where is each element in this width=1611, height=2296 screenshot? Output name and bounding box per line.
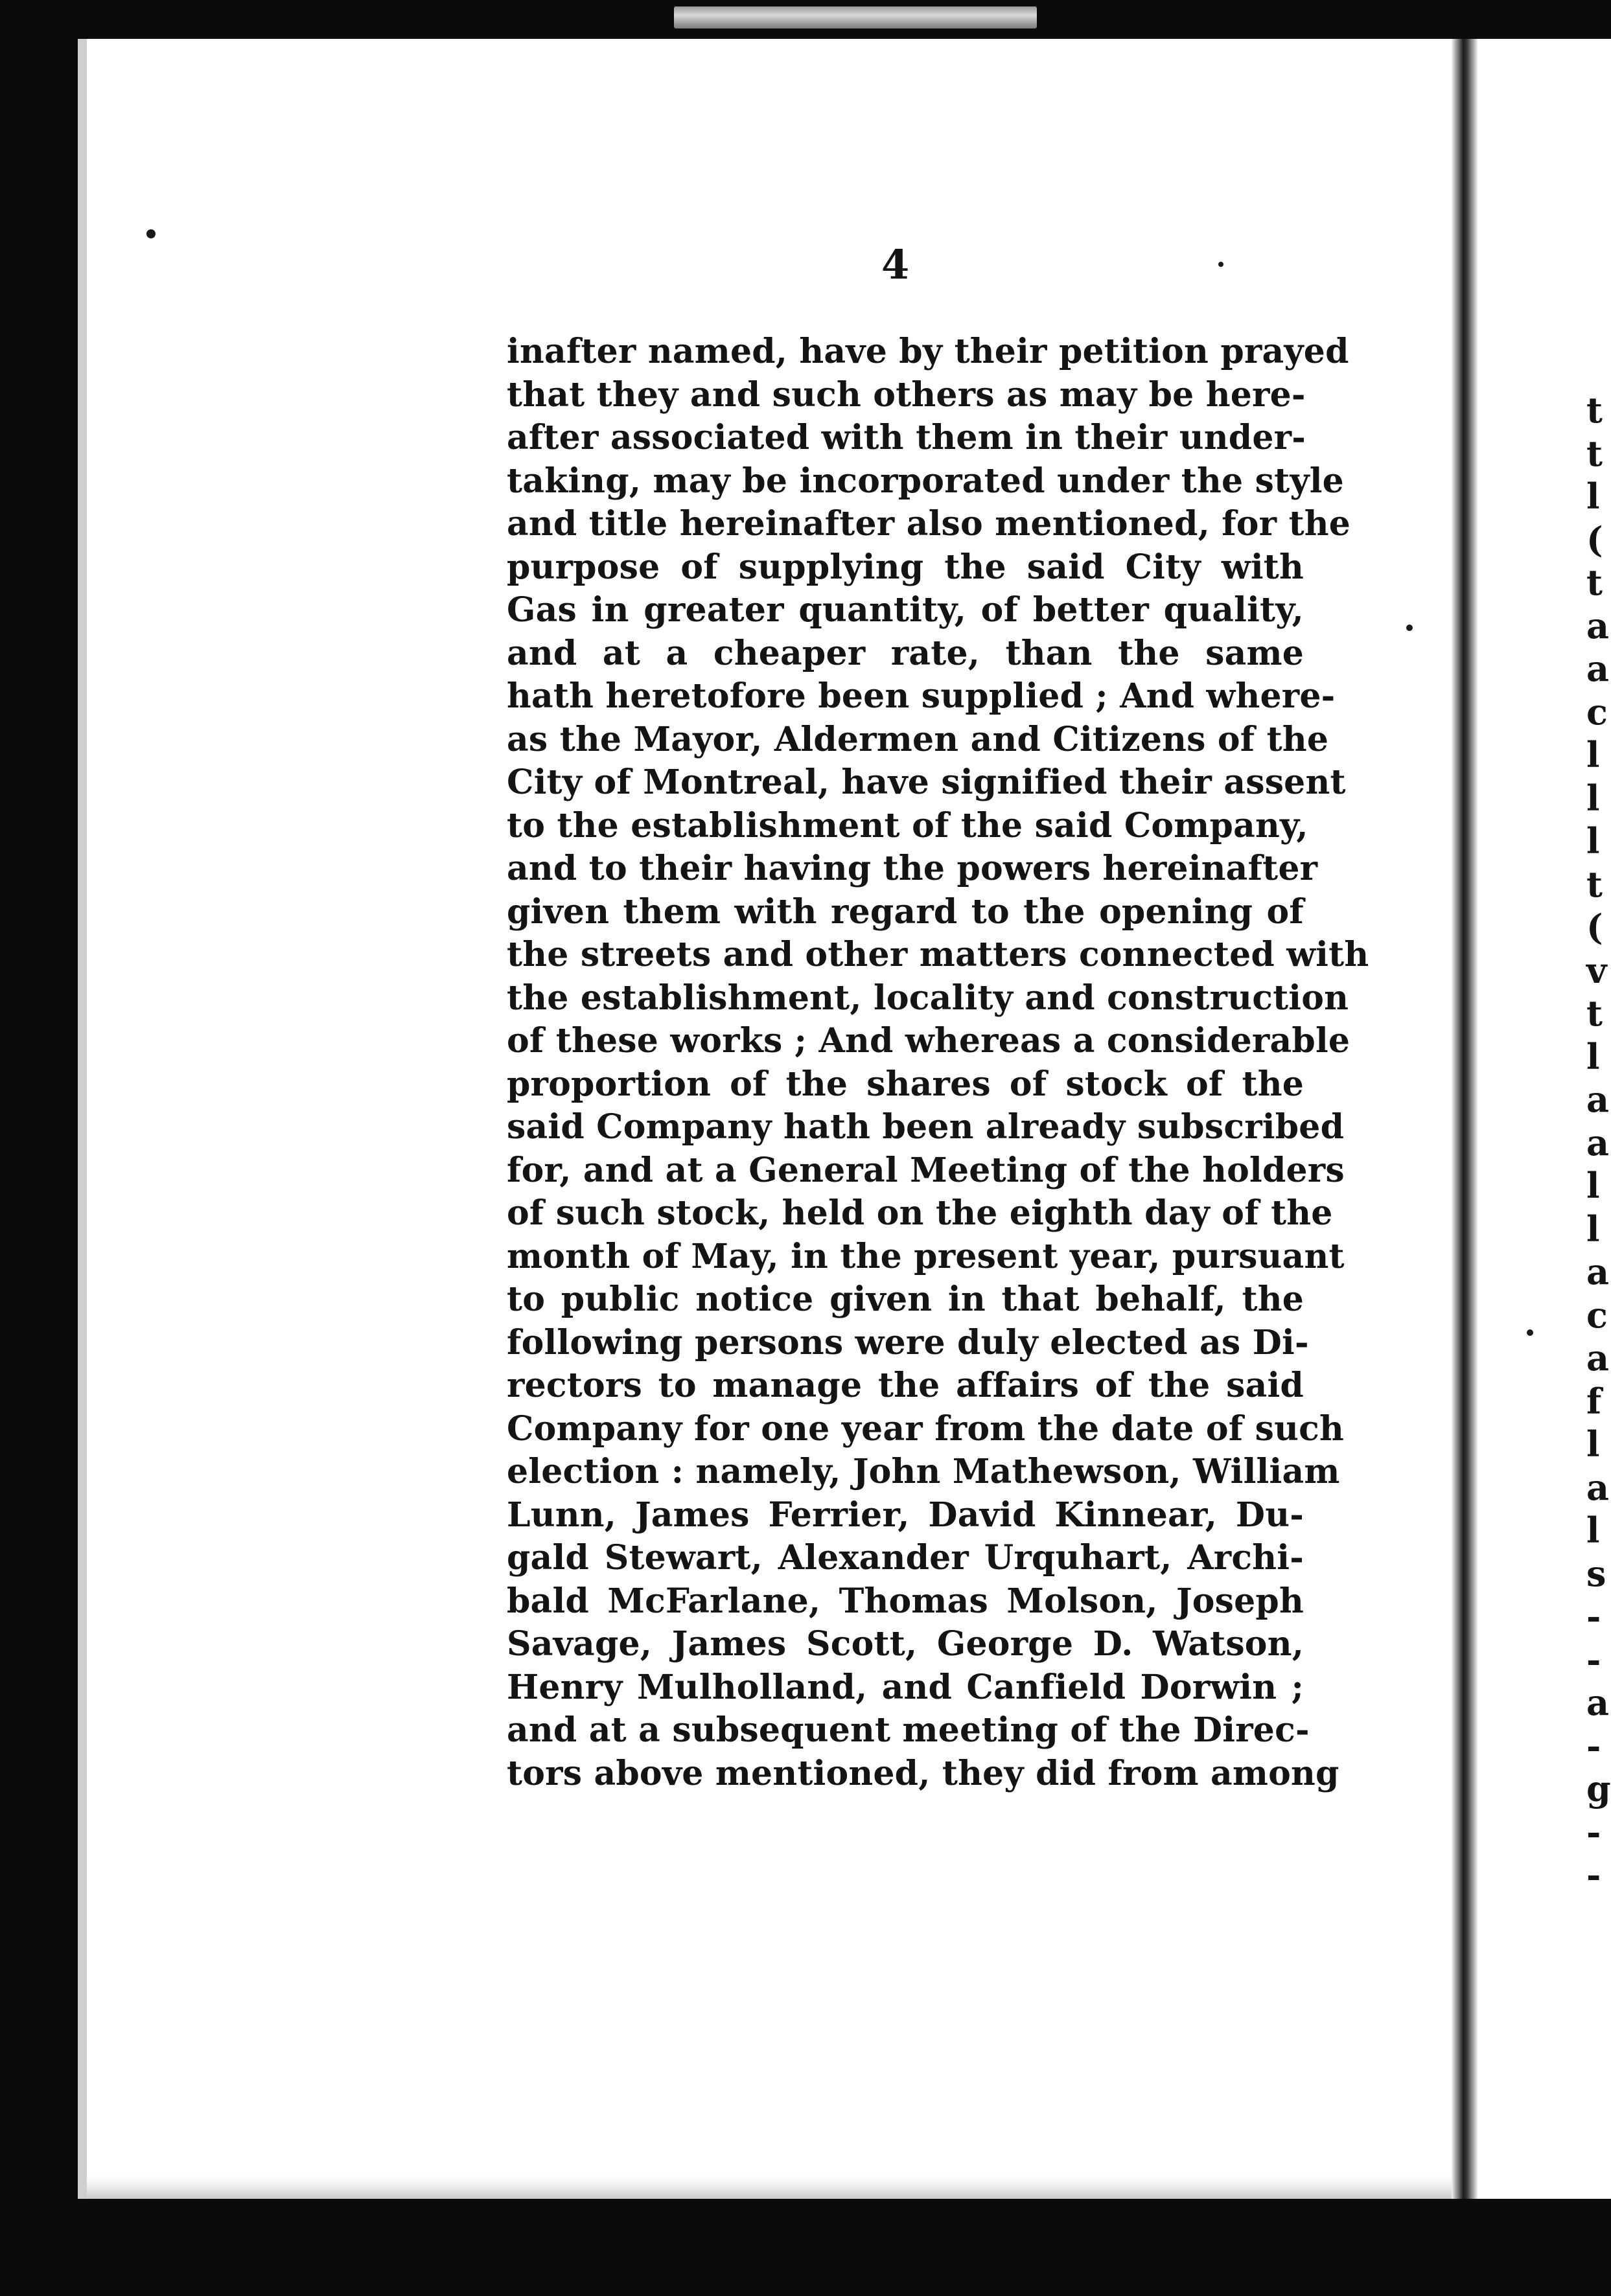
adjacent-page-char: t xyxy=(1586,863,1603,905)
text-line: following persons were duly elected as Di- xyxy=(507,1322,1309,1362)
text-line: Savage, James Scott, George D. Watson, xyxy=(507,1624,1304,1664)
text-line: of such stock, held on the eighth day of the xyxy=(507,1193,1333,1233)
text-line: of these works ; And whereas a considerable xyxy=(507,1021,1350,1061)
adjacent-page-char: g xyxy=(1586,1768,1611,1809)
adjacent-page-char: l xyxy=(1586,734,1600,775)
text-line: and at a cheaper rate, than the same xyxy=(507,633,1304,673)
adjacent-page-char: l xyxy=(1586,476,1600,517)
body-text xyxy=(507,330,1369,1795)
text-line: said Company hath been already subscribed xyxy=(507,1107,1345,1147)
adjacent-page-char: l xyxy=(1586,1165,1600,1206)
text-line: proportion of the shares of stock of the xyxy=(507,1064,1304,1104)
text-line: month of May, in the present year, pursuant xyxy=(507,1236,1345,1276)
text-line: and at a subsequent meeting of the Direc- xyxy=(507,1710,1310,1750)
ink-speck xyxy=(1218,262,1223,267)
adjacent-page-char: t xyxy=(1586,562,1603,603)
text-line: rectors to manage the affairs of the said xyxy=(507,1366,1304,1405)
adjacent-page-char: t xyxy=(1586,389,1603,431)
adjacent-page-char: - xyxy=(1586,1638,1601,1681)
ink-speck xyxy=(1406,625,1413,631)
text-line: for, and at a General Meeting of the holders xyxy=(507,1150,1345,1190)
text-line: election : namely, John Mathewson, William xyxy=(507,1452,1340,1491)
scan-top-edge xyxy=(0,0,1611,39)
page-gutter xyxy=(1452,39,1478,2199)
adjacent-page-char: a xyxy=(1586,648,1609,689)
text-line: to the establishment of the said Company, xyxy=(507,805,1308,845)
text-line: and title hereinafter also mentioned, for the xyxy=(507,504,1351,544)
adjacent-page-char: a xyxy=(1586,1079,1609,1120)
text-line: hath heretofore been supplied ; And where- xyxy=(507,676,1336,716)
adjacent-page-char: a xyxy=(1586,1682,1609,1723)
adjacent-page-char: a xyxy=(1586,1251,1609,1292)
text-line: taking, may be incorporated under the style xyxy=(507,461,1344,501)
adjacent-page-char: a xyxy=(1586,1337,1609,1379)
adjacent-page-char: t xyxy=(1586,432,1603,474)
adjacent-page-char: l xyxy=(1586,1510,1600,1551)
adjacent-page xyxy=(1478,39,1611,2199)
text-line: that they and such others as may be here- xyxy=(507,374,1306,415)
adjacent-page-char: a xyxy=(1586,1121,1609,1164)
adjacent-page-char: - xyxy=(1586,1596,1601,1637)
adjacent-page-char: s xyxy=(1586,1552,1606,1594)
text-line: Company for one year from the date of such xyxy=(507,1408,1344,1449)
adjacent-page-char: ( xyxy=(1586,906,1603,948)
adjacent-page-margin-text xyxy=(1586,389,1611,1897)
text-line: City of Montreal, have signified their assent xyxy=(507,763,1346,802)
text-line: after associated with them in their under- xyxy=(507,418,1306,457)
text-line: given them with regard to the opening of xyxy=(507,891,1304,932)
adjacent-page-char: c xyxy=(1586,1294,1608,1336)
adjacent-page-char: t xyxy=(1586,993,1603,1034)
scan-bottom-edge xyxy=(0,2199,1611,2296)
text-line: inafter named, have by their petition prayed xyxy=(507,332,1349,371)
text-line: bald McFarlane, Thomas Molson, Joseph xyxy=(507,1581,1304,1621)
adjacent-page-char: l xyxy=(1586,1208,1600,1250)
adjacent-page-char: ( xyxy=(1586,518,1603,560)
adjacent-page-char: a xyxy=(1586,604,1609,647)
page-number: 4 xyxy=(881,241,910,288)
text-line: Gas in greater quantity, of better quality, xyxy=(507,590,1304,630)
text-line: Lunn, James Ferrier, David Kinnear, Du- xyxy=(507,1495,1304,1535)
text-line: Henry Mulholland, and Canfield Dorwin ; xyxy=(507,1667,1304,1707)
adjacent-page-char: - xyxy=(1586,1725,1601,1767)
adjacent-page-char: f xyxy=(1586,1380,1602,1422)
adjacent-page-char: l xyxy=(1586,1423,1600,1465)
adjacent-page-char: c xyxy=(1586,691,1608,733)
text-line: purpose of supplying the said City with xyxy=(507,547,1304,587)
text-line: to public notice given in that behalf, the xyxy=(507,1280,1304,1319)
adjacent-page-char: - xyxy=(1586,1811,1601,1853)
adjacent-page-char: v xyxy=(1586,949,1607,991)
text-line: gald Stewart, Alexander Urquhart, Archi- xyxy=(507,1538,1304,1578)
adjacent-page-char: l xyxy=(1586,777,1600,819)
text-line: the streets and other matters connected with xyxy=(507,935,1369,974)
text-line: as the Mayor, Aldermen and Citizens of the xyxy=(507,719,1329,759)
adjacent-page-char: l xyxy=(1586,1035,1600,1077)
adjacent-page-char: a xyxy=(1586,1466,1609,1508)
ink-speck xyxy=(146,229,156,238)
text-line: tors above mentioned, they did from among xyxy=(507,1753,1339,1793)
text-line: the establishment, locality and construction xyxy=(507,978,1349,1018)
adjacent-page-char: l xyxy=(1586,820,1600,862)
ink-speck xyxy=(1527,1329,1533,1336)
adjacent-page-char: - xyxy=(1586,1854,1601,1896)
scan-left-edge xyxy=(0,0,78,2296)
text-line: and to their having the powers hereinafter xyxy=(507,849,1318,888)
book-binding xyxy=(674,6,1037,29)
